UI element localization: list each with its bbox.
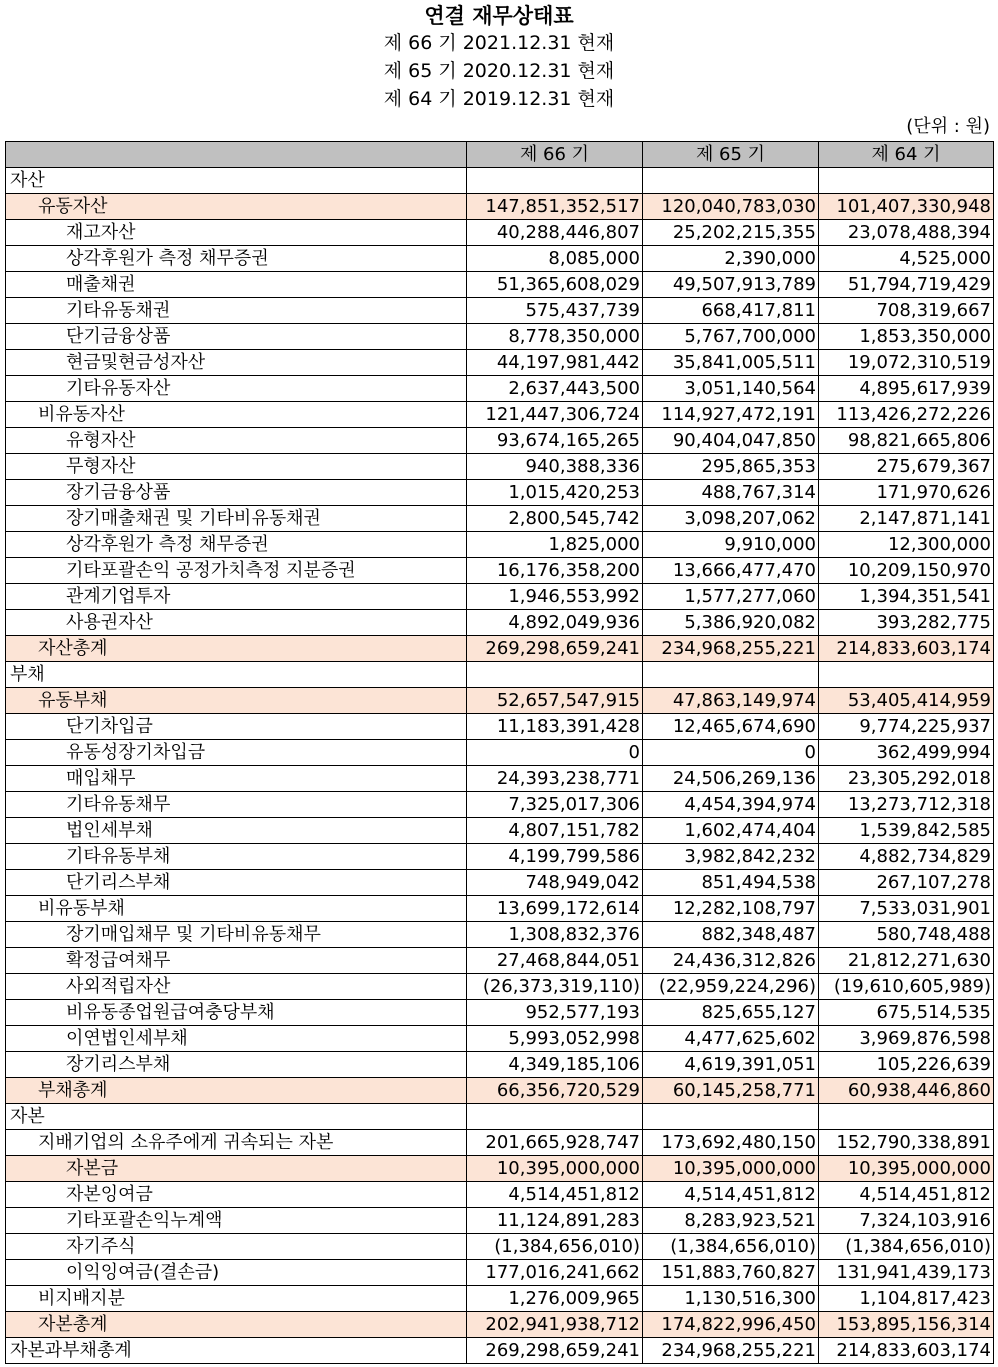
- table-row: [6, 324, 994, 350]
- row-label: 단기금융상품: [6, 324, 467, 350]
- table-row: [6, 194, 994, 220]
- row-value: 1,394,351,541: [819, 584, 994, 610]
- row-value: 11,183,391,428: [467, 714, 643, 740]
- row-value: [819, 168, 994, 194]
- table-row: [6, 558, 994, 584]
- row-value: 275,679,367: [819, 454, 994, 480]
- row-label: 장기매입채무 및 기타비유동채무: [6, 922, 467, 948]
- row-value: 295,865,353: [643, 454, 819, 480]
- row-value: 234,968,255,221: [643, 1338, 819, 1364]
- row-value: [643, 1104, 819, 1130]
- table-row: [6, 636, 994, 662]
- row-label: 기타유동채권: [6, 298, 467, 324]
- row-value: 4,807,151,782: [467, 818, 643, 844]
- row-value: 4,349,185,106: [467, 1052, 643, 1078]
- table-row: [6, 454, 994, 480]
- row-value: (1,384,656,010): [643, 1234, 819, 1260]
- statement-title: 연결 재무상태표: [424, 4, 574, 28]
- row-value: (1,384,656,010): [467, 1234, 643, 1260]
- table-row: [6, 298, 994, 324]
- row-value: 825,655,127: [643, 1000, 819, 1026]
- row-value: 51,794,719,429: [819, 272, 994, 298]
- period-line-65: 제 65 기 2020.12.31 현재: [383, 60, 615, 82]
- row-value: 4,454,394,974: [643, 792, 819, 818]
- row-value: 101,407,330,948: [819, 194, 994, 220]
- row-label: 비유동자산: [6, 402, 467, 428]
- row-label: 이연법인세부채: [6, 1026, 467, 1052]
- row-value: 131,941,439,173: [819, 1260, 994, 1286]
- row-value: 851,494,538: [643, 870, 819, 896]
- table-row: [6, 1078, 994, 1104]
- row-value: 105,226,639: [819, 1052, 994, 1078]
- column-header-period-66: 제 66 기: [467, 142, 643, 168]
- table-row: [6, 896, 994, 922]
- row-value: 90,404,047,850: [643, 428, 819, 454]
- row-label: 유동자산: [6, 194, 467, 220]
- row-label: 현금및현금성자산: [6, 350, 467, 376]
- row-value: 267,107,278: [819, 870, 994, 896]
- row-value: 1,577,277,060: [643, 584, 819, 610]
- row-label: 무형자산: [6, 454, 467, 480]
- row-label: 매입채무: [6, 766, 467, 792]
- table-row: [6, 428, 994, 454]
- table-row: [6, 766, 994, 792]
- row-value: 13,666,477,470: [643, 558, 819, 584]
- row-value: 575,437,739: [467, 298, 643, 324]
- row-value: 4,514,451,812: [819, 1182, 994, 1208]
- row-label: 비유동종업원급여충당부채: [6, 1000, 467, 1026]
- row-value: 35,841,005,511: [643, 350, 819, 376]
- table-row: [6, 1182, 994, 1208]
- row-label: 자산: [6, 168, 467, 194]
- header-row: [6, 142, 994, 168]
- row-label: 자본총계: [6, 1312, 467, 1338]
- row-value: 11,124,891,283: [467, 1208, 643, 1234]
- row-value: 1,539,842,585: [819, 818, 994, 844]
- row-label: 단기리스부채: [6, 870, 467, 896]
- row-value: 1,276,009,965: [467, 1286, 643, 1312]
- row-value: 269,298,659,241: [467, 1338, 643, 1364]
- row-label: 비지배지분: [6, 1286, 467, 1312]
- row-value: (26,373,319,110): [467, 974, 643, 1000]
- row-value: 8,085,000: [467, 246, 643, 272]
- row-value: 202,941,938,712: [467, 1312, 643, 1338]
- row-value: 4,199,799,586: [467, 844, 643, 870]
- row-value: 49,507,913,789: [643, 272, 819, 298]
- row-label: 부채: [6, 662, 467, 688]
- row-value: 12,465,674,690: [643, 714, 819, 740]
- row-value: 7,325,017,306: [467, 792, 643, 818]
- row-value: [467, 168, 643, 194]
- row-value: 93,674,165,265: [467, 428, 643, 454]
- row-value: 2,390,000: [643, 246, 819, 272]
- row-value: 40,288,446,807: [467, 220, 643, 246]
- row-value: 10,395,000,000: [467, 1156, 643, 1182]
- row-value: 201,665,928,747: [467, 1130, 643, 1156]
- row-label: 기타포괄손익 공정가치측정 지분증권: [6, 558, 467, 584]
- row-value: 234,968,255,221: [643, 636, 819, 662]
- row-value: 53,405,414,959: [819, 688, 994, 714]
- table-row: [6, 1052, 994, 1078]
- table-row: [6, 1286, 994, 1312]
- row-value: 7,324,103,916: [819, 1208, 994, 1234]
- row-label: 재고자산: [6, 220, 467, 246]
- row-value: [467, 1104, 643, 1130]
- row-label: 사외적립자산: [6, 974, 467, 1000]
- row-value: 580,748,488: [819, 922, 994, 948]
- table-row: [6, 922, 994, 948]
- row-value: 3,098,207,062: [643, 506, 819, 532]
- row-value: 675,514,535: [819, 1000, 994, 1026]
- row-value: 5,993,052,998: [467, 1026, 643, 1052]
- row-value: 147,851,352,517: [467, 194, 643, 220]
- period-line-64: 제 64 기 2019.12.31 현재: [383, 88, 615, 110]
- row-label: 자기주식: [6, 1234, 467, 1260]
- row-value: 668,417,811: [643, 298, 819, 324]
- table-row: [6, 168, 994, 194]
- row-value: 9,910,000: [643, 532, 819, 558]
- row-value: 47,863,149,974: [643, 688, 819, 714]
- row-value: 13,699,172,614: [467, 896, 643, 922]
- table-row: [6, 1130, 994, 1156]
- row-value: 177,016,241,662: [467, 1260, 643, 1286]
- row-value: 24,393,238,771: [467, 766, 643, 792]
- row-value: [819, 662, 994, 688]
- row-value: 23,305,292,018: [819, 766, 994, 792]
- row-value: 1,130,516,300: [643, 1286, 819, 1312]
- row-value: (22,959,224,296): [643, 974, 819, 1000]
- row-value: 113,426,272,226: [819, 402, 994, 428]
- row-label: 기타포괄손익누계액: [6, 1208, 467, 1234]
- row-value: 940,388,336: [467, 454, 643, 480]
- row-value: 60,145,258,771: [643, 1078, 819, 1104]
- row-label: 단기차입금: [6, 714, 467, 740]
- table-row: [6, 740, 994, 766]
- row-value: 4,514,451,812: [643, 1182, 819, 1208]
- row-value: 12,282,108,797: [643, 896, 819, 922]
- row-value: 10,209,150,970: [819, 558, 994, 584]
- row-value: 4,895,617,939: [819, 376, 994, 402]
- row-label: 장기매출채권 및 기타비유동채권: [6, 506, 467, 532]
- row-value: 114,927,472,191: [643, 402, 819, 428]
- row-value: 0: [643, 740, 819, 766]
- table-row: [6, 974, 994, 1000]
- table-row: [6, 272, 994, 298]
- row-value: 488,767,314: [643, 480, 819, 506]
- row-label: 부채총계: [6, 1078, 467, 1104]
- row-value: 1,015,420,253: [467, 480, 643, 506]
- row-label: 사용권자산: [6, 610, 467, 636]
- table-row: [6, 714, 994, 740]
- row-value: 1,946,553,992: [467, 584, 643, 610]
- row-value: 748,949,042: [467, 870, 643, 896]
- row-value: (19,610,605,989): [819, 974, 994, 1000]
- row-value: 24,436,312,826: [643, 948, 819, 974]
- table-row: [6, 1026, 994, 1052]
- balance-sheet-table: [5, 141, 994, 1364]
- row-label: 비유동부채: [6, 896, 467, 922]
- period-line-66: 제 66 기 2021.12.31 현재: [383, 32, 615, 54]
- row-label: 자본: [6, 1104, 467, 1130]
- row-value: 882,348,487: [643, 922, 819, 948]
- row-label: 자산총계: [6, 636, 467, 662]
- row-value: 1,825,000: [467, 532, 643, 558]
- row-label: 자본과부채총계: [6, 1338, 467, 1364]
- table-row: [6, 506, 994, 532]
- row-value: 4,514,451,812: [467, 1182, 643, 1208]
- row-value: 60,938,446,860: [819, 1078, 994, 1104]
- row-value: 10,395,000,000: [643, 1156, 819, 1182]
- row-value: 4,477,625,602: [643, 1026, 819, 1052]
- row-value: 3,982,842,232: [643, 844, 819, 870]
- row-label: 기타유동채무: [6, 792, 467, 818]
- column-header-item: [6, 142, 467, 168]
- row-value: 5,386,920,082: [643, 610, 819, 636]
- row-label: 법인세부채: [6, 818, 467, 844]
- row-value: 214,833,603,174: [819, 1338, 994, 1364]
- row-value: 8,778,350,000: [467, 324, 643, 350]
- row-value: 4,525,000: [819, 246, 994, 272]
- row-value: 9,774,225,937: [819, 714, 994, 740]
- row-value: 2,800,545,742: [467, 506, 643, 532]
- table-row: [6, 220, 994, 246]
- row-label: 기타유동자산: [6, 376, 467, 402]
- table-row: [6, 480, 994, 506]
- row-value: [467, 662, 643, 688]
- row-label: 상각후원가 측정 채무증권: [6, 532, 467, 558]
- row-label: 관계기업투자: [6, 584, 467, 610]
- column-header-period-64: 제 64 기: [819, 142, 994, 168]
- row-value: 12,300,000: [819, 532, 994, 558]
- row-value: 66,356,720,529: [467, 1078, 643, 1104]
- table-row: [6, 402, 994, 428]
- row-value: 27,468,844,051: [467, 948, 643, 974]
- row-value: [819, 1104, 994, 1130]
- table-row: [6, 1260, 994, 1286]
- row-label: 매출채권: [6, 272, 467, 298]
- row-value: 708,319,667: [819, 298, 994, 324]
- table-row: [6, 662, 994, 688]
- unit-label: (단위 : 원): [906, 116, 990, 137]
- row-value: 173,692,480,150: [643, 1130, 819, 1156]
- row-value: 1,308,832,376: [467, 922, 643, 948]
- row-value: 3,051,140,564: [643, 376, 819, 402]
- row-label: 자본잉여금: [6, 1182, 467, 1208]
- table-row: [6, 1234, 994, 1260]
- row-value: 44,197,981,442: [467, 350, 643, 376]
- row-value: 269,298,659,241: [467, 636, 643, 662]
- row-value: 51,365,608,029: [467, 272, 643, 298]
- row-value: 0: [467, 740, 643, 766]
- row-value: 1,602,474,404: [643, 818, 819, 844]
- table-row: [6, 1338, 994, 1364]
- row-value: 23,078,488,394: [819, 220, 994, 246]
- row-value: 151,883,760,827: [643, 1260, 819, 1286]
- row-value: 121,447,306,724: [467, 402, 643, 428]
- row-value: (1,384,656,010): [819, 1234, 994, 1260]
- table-row: [6, 1156, 994, 1182]
- row-label: 유동성장기차입금: [6, 740, 467, 766]
- table-row: [6, 246, 994, 272]
- table-row: [6, 376, 994, 402]
- row-value: 1,853,350,000: [819, 324, 994, 350]
- row-label: 유형자산: [6, 428, 467, 454]
- row-value: 153,895,156,314: [819, 1312, 994, 1338]
- row-label: 지배기업의 소유주에게 귀속되는 자본: [6, 1130, 467, 1156]
- row-label: 상각후원가 측정 채무증권: [6, 246, 467, 272]
- row-label: 장기리스부채: [6, 1052, 467, 1078]
- row-value: 4,892,049,936: [467, 610, 643, 636]
- row-value: 25,202,215,355: [643, 220, 819, 246]
- table-row: [6, 1000, 994, 1026]
- row-value: 10,395,000,000: [819, 1156, 994, 1182]
- table-row: [6, 584, 994, 610]
- row-value: 120,040,783,030: [643, 194, 819, 220]
- row-value: 98,821,665,806: [819, 428, 994, 454]
- table-row: [6, 688, 994, 714]
- row-value: 24,506,269,136: [643, 766, 819, 792]
- row-value: 3,969,876,598: [819, 1026, 994, 1052]
- row-value: 7,533,031,901: [819, 896, 994, 922]
- row-value: [643, 168, 819, 194]
- column-header-period-65: 제 65 기: [643, 142, 819, 168]
- table-row: [6, 532, 994, 558]
- row-value: 362,499,994: [819, 740, 994, 766]
- row-value: 2,147,871,141: [819, 506, 994, 532]
- row-value: 19,072,310,519: [819, 350, 994, 376]
- row-label: 자본금: [6, 1156, 467, 1182]
- table-row: [6, 792, 994, 818]
- row-value: 171,970,626: [819, 480, 994, 506]
- row-value: 16,176,358,200: [467, 558, 643, 584]
- row-value: 4,882,734,829: [819, 844, 994, 870]
- row-label: 장기금융상품: [6, 480, 467, 506]
- row-label: 확정급여채무: [6, 948, 467, 974]
- row-label: 유동부채: [6, 688, 467, 714]
- table-row: [6, 1312, 994, 1338]
- table-body: [6, 168, 994, 1364]
- row-label: 기타유동부채: [6, 844, 467, 870]
- row-value: 21,812,271,630: [819, 948, 994, 974]
- row-value: 13,273,712,318: [819, 792, 994, 818]
- row-value: 214,833,603,174: [819, 636, 994, 662]
- table-row: [6, 1104, 994, 1130]
- row-value: 952,577,193: [467, 1000, 643, 1026]
- row-value: 152,790,338,891: [819, 1130, 994, 1156]
- row-value: [643, 662, 819, 688]
- row-value: 52,657,547,915: [467, 688, 643, 714]
- table-row: [6, 610, 994, 636]
- table-row: [6, 350, 994, 376]
- row-value: 393,282,775: [819, 610, 994, 636]
- row-value: 2,637,443,500: [467, 376, 643, 402]
- table-row: [6, 870, 994, 896]
- row-value: 8,283,923,521: [643, 1208, 819, 1234]
- row-label: 이익잉여금(결손금): [6, 1260, 467, 1286]
- table-row: [6, 948, 994, 974]
- table-row: [6, 1208, 994, 1234]
- row-value: 5,767,700,000: [643, 324, 819, 350]
- table-row: [6, 818, 994, 844]
- row-value: 4,619,391,051: [643, 1052, 819, 1078]
- row-value: 1,104,817,423: [819, 1286, 994, 1312]
- row-value: 174,822,996,450: [643, 1312, 819, 1338]
- table-row: [6, 844, 994, 870]
